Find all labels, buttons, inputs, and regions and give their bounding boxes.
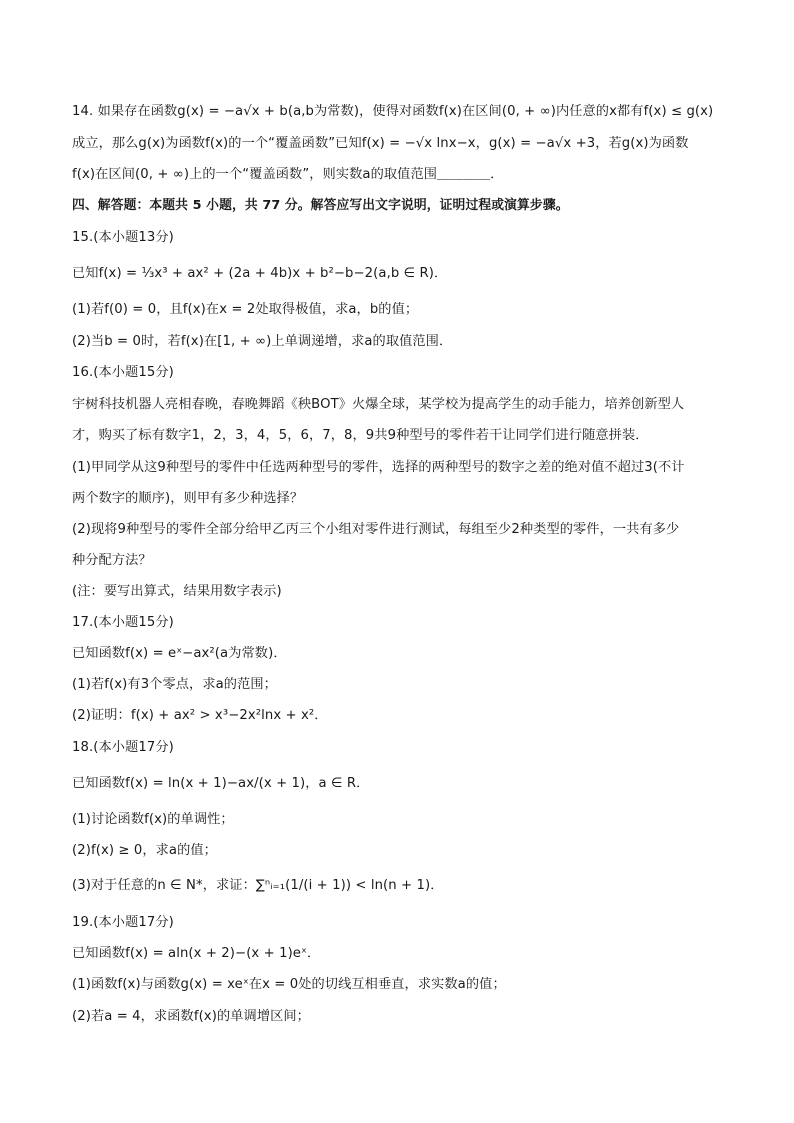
q17-part-1: (1)若f(x)有3个零点，求a的范围； — [72, 677, 277, 692]
q16-heading: 16.(本小题15分) — [72, 365, 174, 380]
q17-part-2: (2)证明：f(x) + ax² > x³−2x²lnx + x²． — [72, 708, 328, 723]
q15-heading: 15.(本小题13分) — [72, 230, 174, 245]
q14-line-2: 成立，那么g(x)为函数f(x)的一个“覆盖函数”已知f(x) = −√x lnx−x，g(x) = −a√x +3，若g(x)为函数 — [72, 136, 689, 151]
q16-part-1-line-2: 两个数字的顺序)，则甲有多少种选择？ — [72, 491, 304, 506]
q16-part-2-line-2: 种分配方法？ — [72, 553, 152, 568]
q18-stem: 已知函数f(x) = ln(x + 1)−ax/(x + 1)，a ∈ R． — [72, 776, 370, 791]
q15-part-1: (1)若f(0) = 0，且f(x)在x = 2处取得极值，求a，b的值； — [72, 302, 419, 317]
q14-line-1: 14. 如果存在函数g(x) = −a√x + b(a,b为常数)，使得对函数f(x)在区间(0, + ∞)内任意的x都有f(x) ≤ g(x) — [72, 104, 714, 119]
q19-part-1: (1)函数f(x)与函数g(x) = xeˣ在x = 0处的切线互相垂直，求实数a的值； — [72, 977, 506, 992]
q17-heading: 17.(本小题15分) — [72, 615, 174, 630]
q16-part-1-line-1: (1)甲同学从这9种型号的零件中任选两种型号的零件，选择的两种型号的数字之差的绝对值不超过3(不计 — [72, 460, 685, 475]
q16-stem-2: 才，购买了标有数字1，2，3，4，5，6，7，8，9共9种型号的零件若干让同学们进行随意拼装． — [72, 428, 649, 443]
q15-part-2: (2)当b = 0时，若f(x)在[1, + ∞)上单调递增，求a的取值范围． — [72, 334, 453, 349]
q19-heading: 19.(本小题17分) — [72, 915, 174, 930]
q16-part-2-line-1: (2)现将9种型号的零件全部分给甲乙丙三个小组对零件进行测试，每组至少2种类型的零件，一共有多少 — [72, 522, 680, 537]
q19-stem: 已知函数f(x) = aln(x + 2)−(x + 1)eˣ． — [72, 946, 321, 961]
q17-stem: 已知函数f(x) = eˣ−ax²(a为常数)． — [72, 646, 287, 661]
q14-line-3: f(x)在区间(0, + ∞)上的一个“覆盖函数”，则实数a的取值范围＿＿＿＿． — [72, 167, 504, 182]
q19-part-2: (2)若a = 4，求函数f(x)的单调增区间； — [72, 1009, 310, 1024]
q18-part-2: (2)f(x) ≥ 0，求a的值； — [72, 843, 217, 858]
q16-stem-1: 宇树科技机器人亮相春晚，春晚舞蹈《秧BOT》火爆全球，某学校为提高学生的动手能力，培养创新型人 — [72, 397, 685, 412]
q18-heading: 18.(本小题17分) — [72, 740, 174, 755]
q15-stem: 已知f(x) = ⅓x³ + ax² + (2a + 4b)x + b²−b−2(a,b ∈ R)． — [72, 266, 448, 281]
q18-part-1: (1)讨论函数f(x)的单调性； — [72, 812, 234, 827]
q16-note: (注：要写出算式，结果用数字表示) — [72, 584, 282, 599]
q18-part-3: (3)对于任意的n ∈ N*，求证：∑ⁿᵢ₌₁(1/(i + 1)) < ln(n + 1)． — [72, 878, 444, 893]
section-heading: 四、解答题：本题共 5 小题，共 77 分。解答应写出文字说明，证明过程或演算步骤。 — [72, 198, 569, 213]
